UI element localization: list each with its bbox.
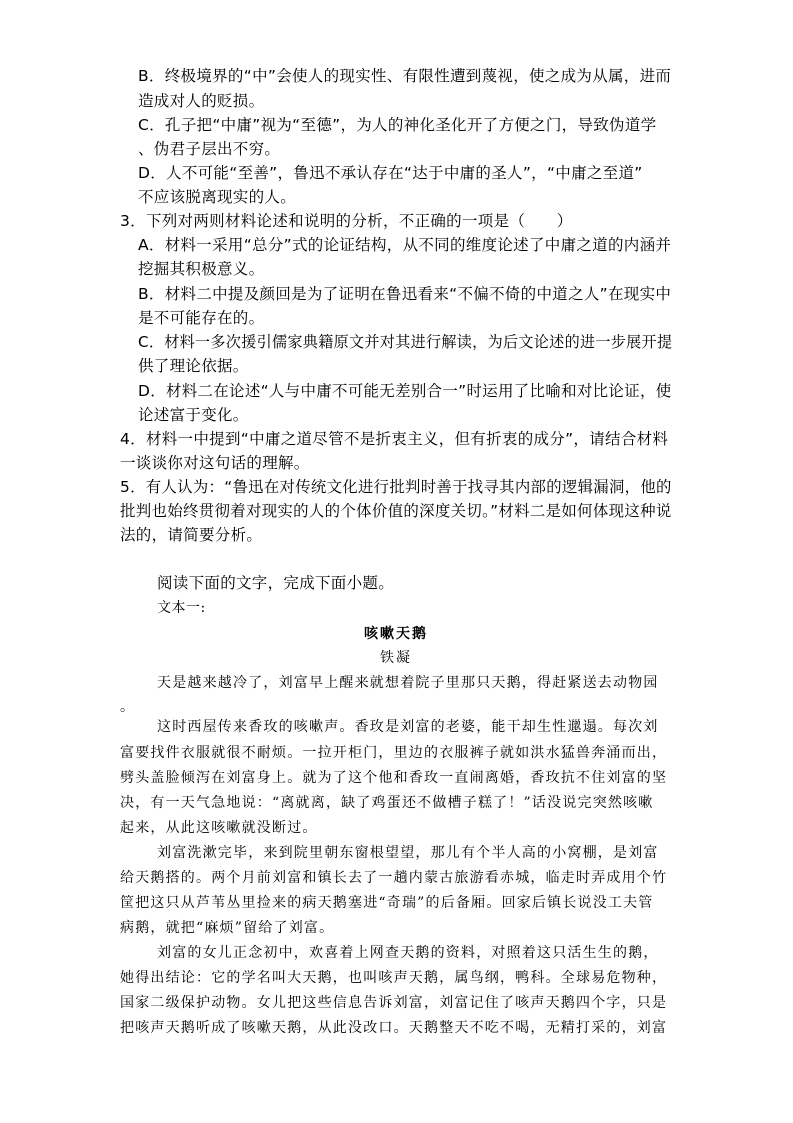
q3-option-c-line1: C．材料一多次援引儒家典籍原文并对其进行解读，为后文论述的进一步展开提 xyxy=(138,333,673,351)
q3-option-d-line1: D．材料二在论述“人与中庸不可能无差别合一”时运用了比喻和对比论证，使 xyxy=(138,382,672,400)
story-author: 铁凝 xyxy=(380,650,412,666)
story-line: 天是越来越冷了，刘富早上醒来就想着院子里那只天鹅，得赶紧送去动物园 xyxy=(157,675,659,691)
story-line: 刘富洗漱完毕，来到院里朝东窗根望望，那儿有个半人高的小窝棚，是刘富 xyxy=(157,845,659,861)
reading-instruction: 阅读下面的文字，完成下面小题。 xyxy=(157,574,395,592)
q2-option-d-line1: D．人不可能“至善”，鲁迅不承认存在“达于中庸的圣人”，“中庸之至道” xyxy=(138,164,643,182)
q3-stem: 3．下列对两则材料论述和说明的分析，不正确的一项是（ ） xyxy=(120,212,573,230)
text-one-label: 文本一: xyxy=(157,600,206,616)
q3-option-a-line2: 挖掘其积极意义。 xyxy=(138,260,265,278)
q3-option-b-line2: 是不可能存在的。 xyxy=(138,309,265,327)
story-line: 给天鹅搭的。两个月前刘富和镇长去了一趟内蒙古旅游看赤城，临走时弄成用个竹 xyxy=(120,870,668,886)
story-line: 病鹅，就把“麻烦”留给了刘富。 xyxy=(120,920,335,936)
q3-option-b-line1: B．材料二中提及颜回是为了证明在鲁迅看来“不偏不倚的中道之人”在现实中 xyxy=(138,285,672,303)
story-line: 国家二级保护动物。女儿把这些信息告诉刘富，刘富记住了咳声天鹅四个字，只是 xyxy=(120,995,668,1011)
story-line: 劈头盖脸倾泻在刘富身上。就为了这个他和香玫一直闹离婚，香玫抗不住刘富的坚 xyxy=(120,770,668,786)
story-line: 把咳声天鹅听成了咳嗽天鹅，从此没改口。天鹅整天不吃不喝，无精打采的，刘富 xyxy=(120,1020,668,1036)
q3-option-d-line2: 论述富于变化。 xyxy=(138,406,249,424)
q2-option-b-line1: B．终极境界的“中”会使人的现实性、有限性遭到蔑视，使之成为从属，进而 xyxy=(138,67,672,85)
q3-option-c-line2: 供了理论依据。 xyxy=(138,357,249,375)
q5-line1: 5．有人认为：“鲁迅在对传统文化进行批判时善于找寻其内部的逻辑漏洞，他的 xyxy=(120,478,672,496)
story-line: 起来，从此这咳嗽就没断过。 xyxy=(120,820,318,836)
q2-option-c-line2: 、伪君子层出不穷。 xyxy=(138,140,281,158)
story-line: 她得出结论：它的学名叫大天鹅，也叫咳声天鹅，属鸟纲，鸭科。全球易危物种， xyxy=(120,970,668,986)
q5-line2: 批判也始终贯彻着对现实的人的个体价值的深度关切。”材料二是如何体现这种说 xyxy=(120,502,672,520)
story-line: 。 xyxy=(120,699,136,715)
story-line: 决，有一天气急地说：“离就离，缺了鸡蛋还不做槽子糕了！”话没说完突然咳嗽 xyxy=(120,795,654,811)
story-line: 刘富的女儿正念初中，欢喜着上网查天鹅的资料，对照着这只活生生的鹅， xyxy=(157,945,659,961)
story-line: 筐把这只从芦苇丛里捡来的病天鹅塞进“奇瑞”的后备厢。回家后镇长说没工夫管 xyxy=(120,895,654,911)
q2-option-c-line1: C．孔子把“中庸”视为“至德”，为人的神化圣化开了方便之门，导致伪道学 xyxy=(138,116,657,134)
q3-option-a-line1: A．材料一采用“总分”式的论证结构，从不同的维度论述了中庸之道的内涵并 xyxy=(138,236,672,254)
q4-line1: 4．材料一中提到“中庸之道尽管不是折衷主义，但有折衷的成分”，请结合材料 xyxy=(120,430,669,448)
q2-option-b-line2: 造成对人的贬损。 xyxy=(138,92,265,110)
q2-option-d-line2: 不应该脱离现实的人。 xyxy=(138,188,297,206)
story-title: 咳嗽天鹅 xyxy=(364,626,428,642)
story-line: 富要找件衣服就很不耐烦。一拉开柜门，里边的衣服裤子就如洪水猛兽奔涌而出， xyxy=(120,745,668,761)
story-line: 这时西屋传来香玫的咳嗽声。香玫是刘富的老婆，能干却生性邋遢。每次刘 xyxy=(157,719,659,735)
q4-line2: 一谈谈你对这句话的理解。 xyxy=(120,454,310,472)
q5-line3: 法的，请简要分析。 xyxy=(120,526,263,544)
